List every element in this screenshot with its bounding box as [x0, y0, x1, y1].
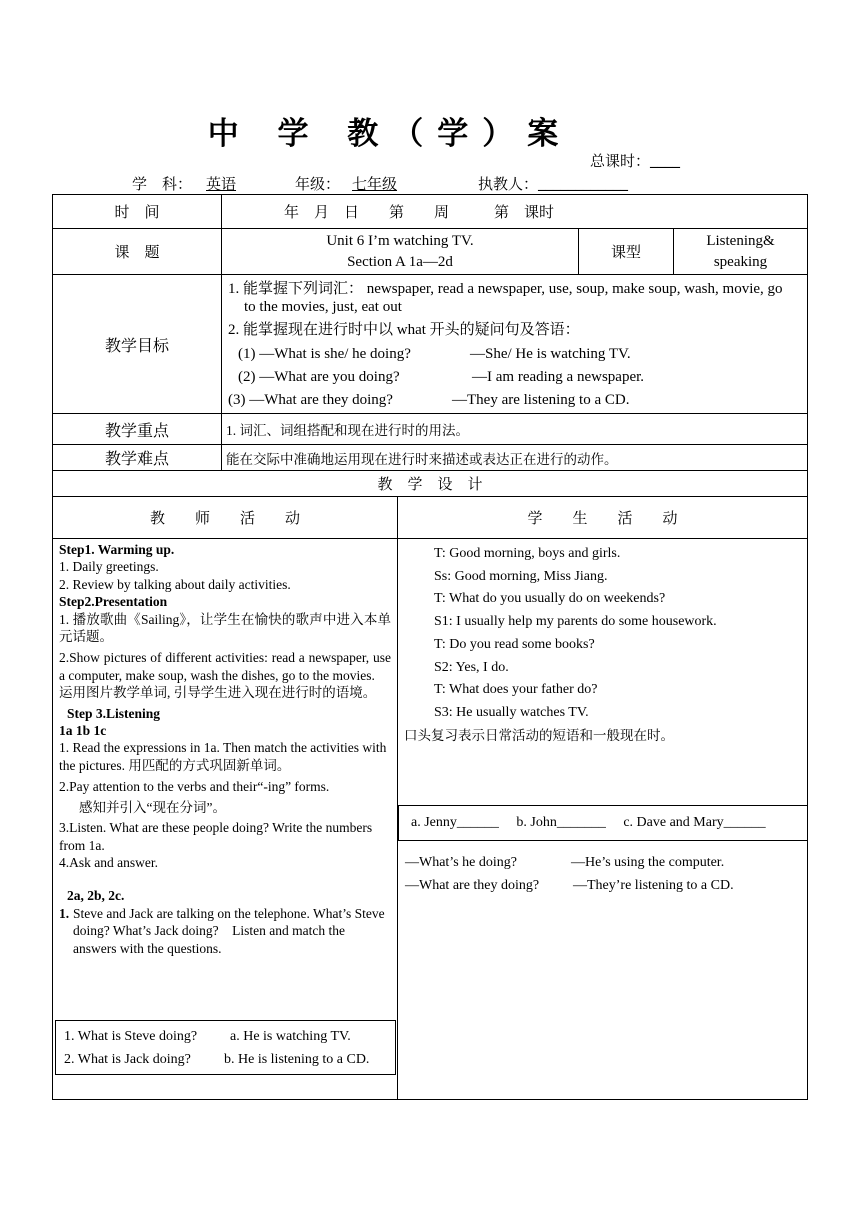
review-note: 口头复习表示日常活动的短语和一般现在时。 [404, 727, 674, 743]
student-activities [398, 539, 808, 1100]
dialog-1: T: Good morning, boys and girls. [434, 546, 621, 561]
teacher-value: ____________ [538, 177, 629, 193]
question-match-box [55, 1020, 396, 1075]
dialog-3: T: What do you usually do on weekends? [434, 591, 666, 607]
time-value: 年 月 日 第 周 第 课时 [222, 195, 808, 229]
total-hours-value: ____ [650, 154, 681, 170]
qa-3-q: (3) —What are they doing? [228, 391, 393, 408]
goals-label: 教学目标 [53, 275, 222, 414]
step-2abc-num: 1. [59, 905, 70, 921]
step-1-heading: Step1. Warming up. [59, 542, 175, 557]
step-1-item-2: 2. Review by talking about daily activities. [59, 576, 291, 592]
goal-2: 2. 能掌握现在进行时中以 what 开头的疑问句及答语： [228, 321, 580, 338]
dialog-7: T: What does your father do? [434, 682, 598, 698]
key-label: 教学重点 [53, 414, 222, 445]
topic-label: 课 题 [53, 229, 222, 275]
type-label: 课型 [579, 229, 674, 275]
match-row-1 [64, 1025, 387, 1048]
step-3-item-2b: 感知并引入“现在分词”。 [79, 799, 226, 815]
design-label: 教 学 设 计 [53, 471, 808, 497]
match-a2: b. He is listening to a CD. [224, 1052, 370, 1067]
type-value-line-1: Listening& [706, 232, 775, 249]
teacher-label: 执教人： [478, 177, 539, 193]
pair-2 [405, 874, 805, 897]
fill-blank-box: a. Jenny______ b. John_______ c. Dave and Mary______ [398, 805, 808, 841]
topic-line-2: Section A 1a—2d [347, 253, 453, 270]
step-2abc-item-1 [59, 905, 391, 957]
match-q2: 2. What is Jack doing? [64, 1052, 191, 1067]
step-2-item-2: 2.Show pictures of different activities: read a newspaper, use a computer, make soup, wash the dishes, go to the movies. [59, 650, 391, 683]
match-q1: 1. What is Steve doing? [64, 1029, 198, 1044]
qa-2-q: (2) —What are you doing? [238, 368, 400, 385]
type-value-line-2: speaking [713, 253, 768, 270]
goals-content [222, 275, 808, 414]
teacher [478, 173, 628, 194]
total-hours [590, 150, 680, 171]
subject-label: 学 科： [132, 177, 193, 193]
subject-value: 英语 [206, 177, 237, 193]
pair-2-q: —What are they doing? [405, 878, 540, 893]
qa-2 [228, 368, 801, 386]
step-3-item-3: 3.Listen. What are these people doing? Write the numbers from 1a. [59, 820, 373, 853]
qa-3 [228, 391, 801, 409]
teacher-activities [53, 539, 398, 1100]
grade [295, 173, 397, 194]
grade-label: 年级： [295, 177, 341, 193]
step-2-heading: Step2.Presentation [59, 594, 168, 610]
type-value [674, 229, 808, 275]
goal-1: 1. 能掌握下列词汇： newspaper, read a newspaper, use, soup, make soup, wash, movie, go [228, 280, 783, 297]
time-label: 时 间 [53, 195, 222, 229]
qa-1-a: —She/ He is watching TV. [470, 345, 631, 362]
lesson-plan-table [52, 194, 808, 1100]
student-activity-header: 学 生 活 动 [398, 497, 808, 539]
step-2-item-1: 1. 播放歌曲《Sailing》，让学生在愉快的歌声中进入本单元话题。 [59, 611, 391, 645]
dialog-2: Ss: Good morning, Miss Jiang. [434, 568, 608, 584]
total-hours-label: 总课时： [590, 154, 651, 170]
match-a1: a. He is watching TV. [230, 1029, 351, 1044]
topic-value [222, 229, 579, 275]
step-2abc-heading: 2a, 2b, 2c. [67, 888, 125, 904]
topic-line-1: Unit 6 I’m watching TV. [326, 232, 474, 249]
step-3-item-4: 4.Ask and answer. [59, 854, 158, 870]
step-3-sub: 1a 1b 1c [59, 723, 107, 739]
pair-dialog [405, 851, 805, 897]
pair-1-a: —He’s using the computer. [571, 855, 725, 870]
match-row-2 [64, 1048, 387, 1071]
difficulty-value: 能在交际中准确地运用现在进行时来描述或表达正在进行的动作。 [222, 445, 808, 471]
goal-1-cont: to the movies, just, eat out [244, 298, 402, 315]
page-title: 中 学 教（学）案 [207, 116, 573, 152]
dialog-6: S2: Yes, I do. [434, 659, 509, 675]
subject [132, 173, 236, 194]
teacher-activity-header: 教 师 活 动 [53, 497, 398, 539]
step-3-heading: Step 3.Listening [67, 705, 161, 721]
pair-2-a: —They’re listening to a CD. [573, 878, 734, 893]
key-value: 1. 词汇、词组搭配和现在进行时的用法。 [222, 414, 808, 445]
step-2-item-3: 运用图片教学单词, 引导学生进入现在进行时的语境。 [59, 685, 377, 701]
difficulty-label: 教学难点 [53, 445, 222, 471]
dialog-4: S1: I usually help my parents do some housework. [434, 614, 717, 630]
qa-3-a: —They are listening to a CD. [452, 391, 630, 408]
dialog-8: S3: He usually watches TV. [434, 704, 589, 720]
pair-1-q: —What’s he doing? [405, 855, 517, 870]
qa-1-q: (1) —What is she/ he doing? [238, 345, 411, 362]
qa-1 [228, 345, 801, 363]
step-3-item-2: 2.Pay attention to the verbs and their“-ing” forms. [59, 779, 330, 795]
grade-value: 七年级 [352, 177, 398, 193]
step-3-item-1: 1. Read the expressions in 1a. Then match the activities with the pictures. 用匹配的方式巩固新单词。 [59, 740, 387, 773]
step-1-item-1: 1. Daily greetings. [59, 559, 159, 575]
pair-1 [405, 851, 805, 874]
step-2abc-text: Steve and Jack are talking on the telephone. What’s Steve doing? What’s Jack doing? Listen and match the answers with the questions. [73, 905, 385, 956]
dialog-5: T: Do you read some books? [434, 636, 595, 652]
qa-2-a: —I am reading a newspaper. [472, 368, 645, 385]
